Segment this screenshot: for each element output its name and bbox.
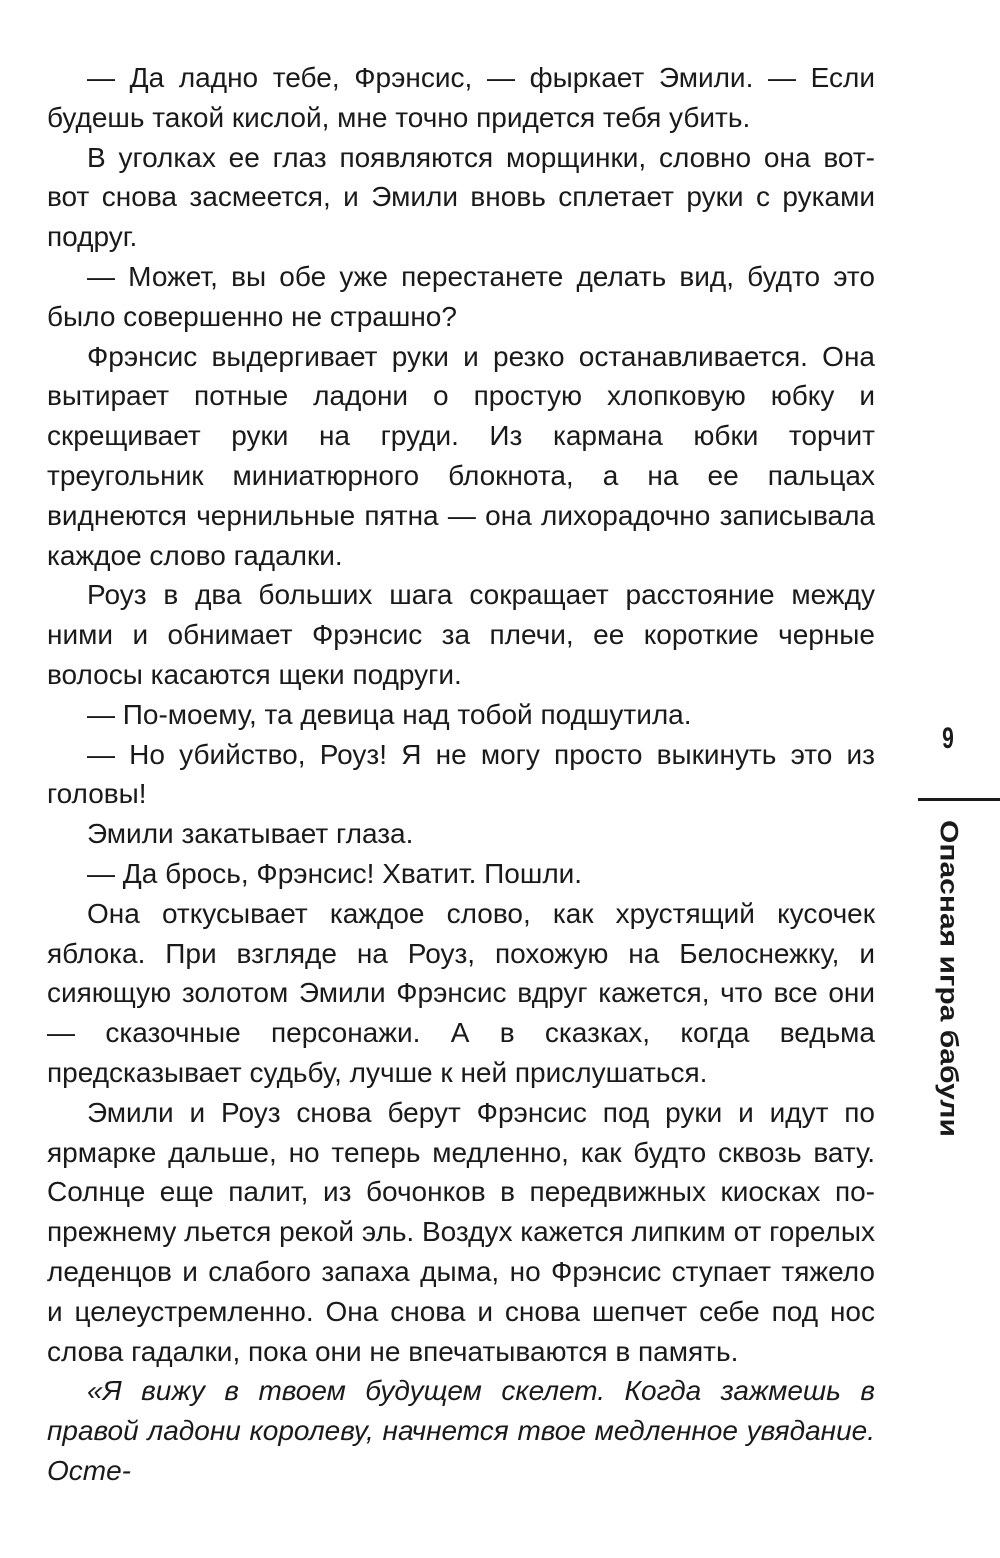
paragraph: — Да брось, Фрэнсис! Хватит. Пошли. bbox=[87, 857, 583, 889]
paragraph: — Да ладно тебе, Фрэнсис, — фыркает Эмили. — Если будешь такой кислой, мне точно придется тебя убить. bbox=[47, 62, 875, 133]
italic-quote-paragraph: «Я вижу в твоем будущем скелет. Когда зажмешь в правой ладони королеву, начнется твое медленное увядание. Осте- bbox=[47, 1375, 875, 1486]
page-number: 9 bbox=[942, 722, 954, 755]
paragraph: Фрэнсис выдергивает руки и резко останавливается. Она вытирает потные ладони о простую хлопковую юбку и скрещивает руки на груди. Из кармана юбки торчит треугольник миниатюрного блокнота, а на ее пальцах виднеются чернильные пятна — она лихорадочно записывала каждое слово гадалки. bbox=[47, 340, 875, 571]
body-text bbox=[47, 58, 875, 1491]
paragraph: Эмили закатывает глаза. bbox=[87, 818, 414, 850]
paragraph: — Может, вы обе уже перестанете делать вид, будто это было совершенно не страшно? bbox=[47, 260, 875, 332]
paragraph: — Но убийство, Роуз! Я не могу просто выкинуть это из головы! bbox=[47, 738, 875, 810]
paragraph: — По-моему, та девица над тобой подшутила. bbox=[87, 698, 692, 730]
paragraph: Роуз в два больших шага сокращает расстояние между ними и обнимает Фрэнсис за плечи, ее короткие черные волосы касаются щеки подруги. bbox=[47, 579, 875, 690]
divider-rule bbox=[918, 798, 1000, 801]
paragraph: В уголках ее глаз появляются морщинки, словно она вот-вот снова засмеется, и Эмили вновь сплетает руки с руками подруг. bbox=[47, 141, 875, 253]
paragraph: Эмили и Роуз снова берут Фрэнсис под руки и идут по ярмарке дальше, но теперь медленно, как будто сквозь вату. Солнце еще палит, из бочонков в передвижных киосках по-прежнему льется рекой эль. Воздух кажется липким от горелых леденцов и слабого запаха дыма, но Фрэнсис ступает тяжело и целеустремленно. Она снова и снова шепчет себе под нос слова гадалки, пока они не впечатываются в память. bbox=[47, 1096, 875, 1367]
running-title: Опасная игра бабули bbox=[934, 820, 962, 1137]
paragraph: Она откусывает каждое слово, как хрустящий кусочек яблока. При взгляде на Роуз, похожую на Белоснежку, и сияющую золотом Эмили Фрэнсис вдруг кажется, что все они — сказочные персонажи. А в сказках, когда ведьма предсказывает судьбу, лучше к ней прислушаться. bbox=[47, 897, 875, 1088]
side-margin bbox=[900, 0, 1000, 1558]
